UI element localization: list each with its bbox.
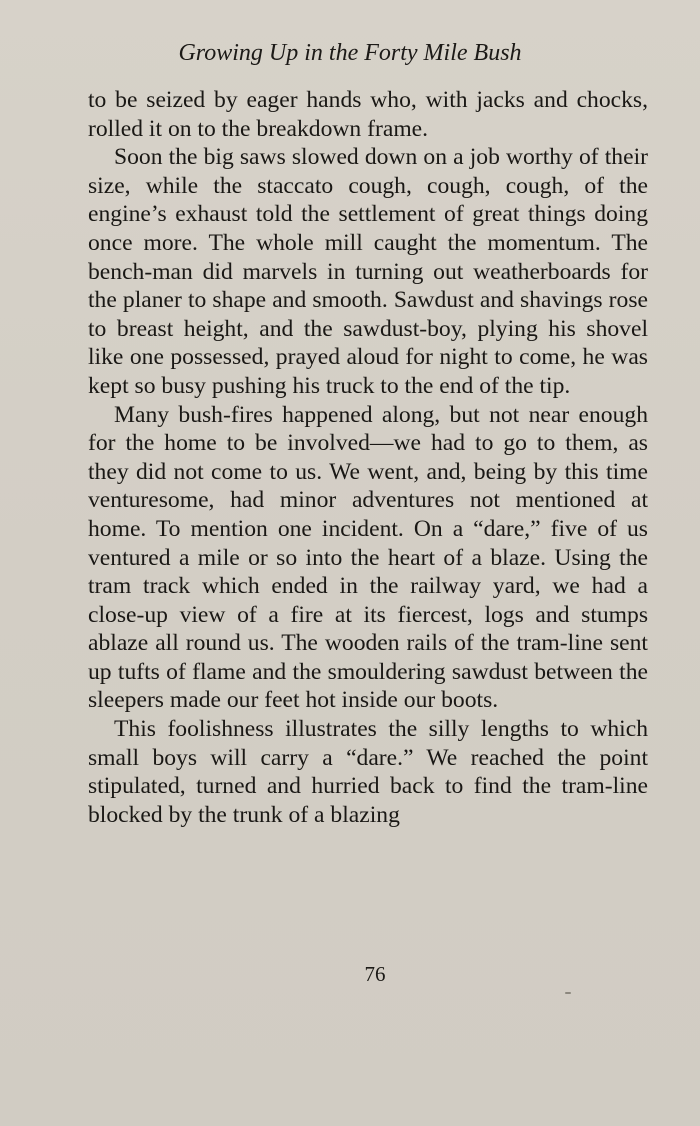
page-number: 76 [364,962,386,986]
paragraph-saws: Soon the big saws slowed down on a job worthy of their size, while the staccato cough, cough, cough, of the engine’s exhaust told the settlement of great things doing once more. The whole mill caught the momentum. The bench-man did marvels in turning out weatherboards for the planer to shape and smooth. Sawdust and shavings rose to breast height, and the sawdust-boy, plying his shovel like one possessed, prayed aloud for night to come, he was kept so busy pushing his truck to the end of the tip. [88,144,648,399]
body-text [88,86,648,829]
print-speck [565,992,571,994]
running-head: Growing Up in the Forty Mile Bush [178,40,522,66]
paragraph-bush-fires: Many bush-fires happened along, but not near enough for the home to be involved—we had to go to them, as they did not come to us. We went, and, being by this time venturesome, had minor adventures not mentioned at home. To mention one incident. On a “dare,” five of us ventured a mile or so into the heart of a blaze. Using the tram track which ended in the railway yard, we had a close-up view of a fire at its fiercest, logs and stumps ablaze all round us. The wooden rails of the tram-line sent up tufts of flame and the smouldering sawdust between the sleepers made our feet hot inside our boots. [88,401,648,714]
paragraph-foolishness: This foolishness illustrates the silly lengths to which small boys will carry a “dare.” We reached the point stipulated, turned and hurried back to find the tram-line blocked by the trunk of a blazing [88,716,648,828]
paragraph-continuation: to be seized by eager hands who, with jacks and chocks, rolled it on to the breakdown frame. [88,87,648,142]
